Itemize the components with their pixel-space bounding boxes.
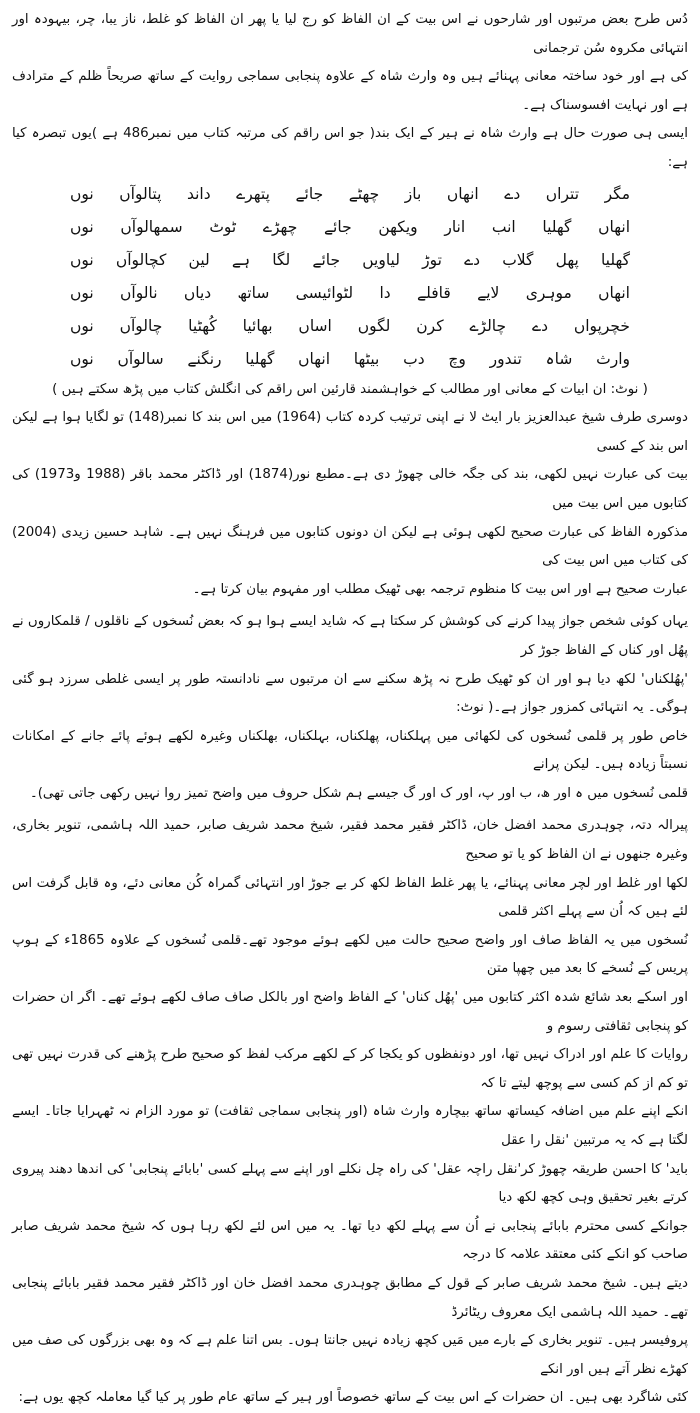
poem-verse: مگر تتراں دے انھاں باز چھٹے جائے پتھرے داند پتالوآں نوں [70,184,630,203]
text-line: باید' کا احسن طریقہ چھوڑ کر'نقل راچہ عقل' کی راہ چل نکلے اور اپنے سے پہلے کسی 'بابائے پنجابی' کی اندھا دھند پیروی کرتے بغیر تحقیق وہی کچھ لکھ دیا [12,1161,688,1206]
poem-verse: وارث شاہ تندور وچ دب بیٹھا انھاں گھلیا رنگنے سالوآں نوں [70,349,630,368]
text-line: لکھا اور غلط اور لچر معانی پہنائے، یا پھر غلط الفاظ لکھ کر بے جوڑ اور انتہائی گمراہ کُن معانی دئے، وہ قابل گرفت اس لئے ہیں کہ اُن سے پہلے اکثر قلمی [12,875,688,920]
text-line: عبارت صحیح ہے اور اس بیت کا منظوم ترجمہ بھی ٹھیک مطلب اور مفہوم بیان کرتا ہے۔ [192,581,688,597]
text-line: یہاں کوئی شخص جواز پیدا کرنے کی کوشش کر سکتا ہے کہ شاید ایسے ہوا ہو کہ بعض نُسخوں کے ناقلوں / قلمکاروں نے پھُل اور کناں کے الفاظ جوڑ کر [12,614,688,658]
text-line: مذکورہ الفاظ کی عبارت صحیح لکھی ہوئی ہے لیکن ان دونوں کتابوں میں فرہنگ نہیں ہے۔ شاہد حسین زیدی (2004) کی کتاب میں اس بیت کی [12,524,688,569]
paragraph-justification [12,608,688,808]
text-line: خاص طور پر قلمی نُسخوں کی لکھائی میں پہلکناں، پھلکناں، بہلکناں، بھلکناں وغیرہ لکھے ہوئے پائے جانے کے امکانات نسبتاً زیادہ ہیں۔ لیکن پرانے [12,728,688,773]
poem-stanza [70,178,630,376]
text-line: کئی شاگرد بھی ہیں۔ ان حضرات کے اس بیت کے ساتھ خصوصاً اور ہیر کے ساتھ عام طور پر کیا گیا معاملہ کچھ یوں ہے: [18,1390,688,1406]
poem-verse: انھاں گھلیا انب انار ویکھن جائے چھڑے ٹوٹ سمھالوآں نوں [70,217,630,236]
text-line: اور اسکے بعد شائع شدہ اکثر کتابوں میں 'پھُل کناں' کے الفاظ واضح اور بالکل صاف صاف لکھے ہوئے تھے۔ اگر ان حضرات کو پنجابی ثقافتی رسوم و [12,990,688,1034]
poem-verse: گھلیا پھل گلاب دے توڑ لیاویں جائے لگا ہے لین کچالوآں نوں [70,250,630,269]
intro-paragraph [12,6,688,178]
text-line: روایات کا علم اور ادراک نہیں تھا، اور دونفظوں کو یکجا کر کے لکھے مرکب لفظ کو صحیح طرح پڑھنے کی قدرت نہیں تھی تو کم از کم کسی سے پوچھ لیتے تا کہ [12,1047,688,1091]
text-line: نُسخوں میں یہ الفاظ صاف اور واضح صحیح حالت میں لکھے ہوئے موجود تھے۔قلمی نُسخوں کے علاوہ 1865ء کے ہوپ پریس کے نُسخے کا بعد میں چھپا متن [12,932,688,977]
text-line: دوسری طرف شیخ عبدالعزیز بار ایٹ لا نے اپنی ترتیب کردہ کتاب (1964) میں اس بند کا نمبر(148) تو لگایا ہوا ہے لیکن اس بند کے کسی [12,410,688,454]
text-line: کی ہے اور خود ساختہ معانی پہنائے ہیں وہ وارث شاہ کے علاوہ پنجابی سماجی روایت کے ساتھ صریحاً ظلم کے مترادف ہے اور نہایت افسوسناک ہے۔ [12,69,688,113]
translation-note: ( نوٹ: ان ابیات کے معانی اور مطالب کے خواہشمند قارئین اس راقم کی انگلش کتاب میں پڑھ سکتے ہیں ) [52,381,648,397]
paragraph-editions [12,404,688,604]
text-line: دیتے ہیں۔ شیخ محمد شریف صابر کے قول کے مطابق چوہدری محمد افضل خان اور ڈاکٹر فقیر محمد فقیر بابائے پنجابی تھے۔ حمید اللہ ہاشمی ایک معروف ریٹائرڈ [12,1275,688,1320]
text-line: 'پھُلکناں' لکھ دیا ہو اور ان کو ٹھیک طرح نہ پڑھ سکنے سے ان مرتبوں سے نادانستہ طور پر ایسی غلطی سرزد ہو گئی ہوگی۔ یہ انتہائی کمزور جواز ہے۔( نوٹ: [12,671,688,716]
text-line: بیت کی عبارت نہیں لکھی، بند کی جگہ خالی چھوڑ دی ہے۔مطبع نور(1874) اور ڈاکٹر محمد باقر (1988 و1973) کی کتابوں میں اس بیت میں [12,467,689,511]
poem-verse: انھاں موہری لایے قافلے دا لٹوائیسی ساتھ دیاں نالوآں نوں [70,283,630,302]
text-line: جوانکے کسی محترم بابائے پنجابی نے اُن سے پہلے لکھ دیا تھا۔ یہ میں اس لئے لکھ رہا ہوں کہ شیخ محمد شریف صابر صاحب کو انکے کئی معتقد علامہ کا درجہ [12,1218,688,1263]
text-line: پیرالہ دتہ، چوہدری محمد افضل خان، ڈاکٹر فقیر محمد فقیر، شیخ محمد شریف صابر، حمید اللہ ہاشمی، تنویر بخاری، وغیرہ جنھوں نے ان الفاظ کو یا تو صحیح [12,818,688,863]
text-line: انکے اپنے علم میں اضافہ کیساتھ ساتھ بیچارہ وارث شاہ (اور پنجابی سماجی ثقافت) تو مورد الزام نہ ٹھہرایا جاتا۔ ایسے لگتا ہے کہ یہ مرتبین 'نقل را عقل [12,1104,688,1148]
text-line: ایسی ہی صورت حال ہے وارث شاہ نے ہیر کے ایک بند( جو اس راقم کی مرتبہ کتاب میں نمبر486 ہے )یوں تبصرہ کیا ہے: [12,126,688,170]
text-line: قلمی نُسخوں میں ہ اور ھ، ب اور پ، اور ک اور گ جیسے ہم شکل حروف میں واضح تمیز روا نہیں رکھی جاتی تھی)۔ [29,785,688,801]
paragraph-editors [12,812,688,1412]
text-line: پروفیسر ہیں۔ تنویر بخاری کے بارے میں مَیں کچھ زیادہ نہیں جانتا ہوں۔ بس اتنا علم ہے کہ وہ بھی بزرگوں کی صف میں کھڑے نظر آتے ہیں اور انکے [12,1333,688,1377]
text-line: دُس طرح بعض مرتبوں اور شارحوں نے اس بیت کے ان الفاظ کو رج لیا یا پھر ان الفاظ کو غلط، ناز یبا، چر، بیہودہ اور انتہائی مکروہ سُن ترجمانی [12,12,688,56]
poem-verse: خچرپواں دے چالڑے کرن لگوں اساں بھائیا کُھٹیا چالوآں نوں [70,316,630,335]
